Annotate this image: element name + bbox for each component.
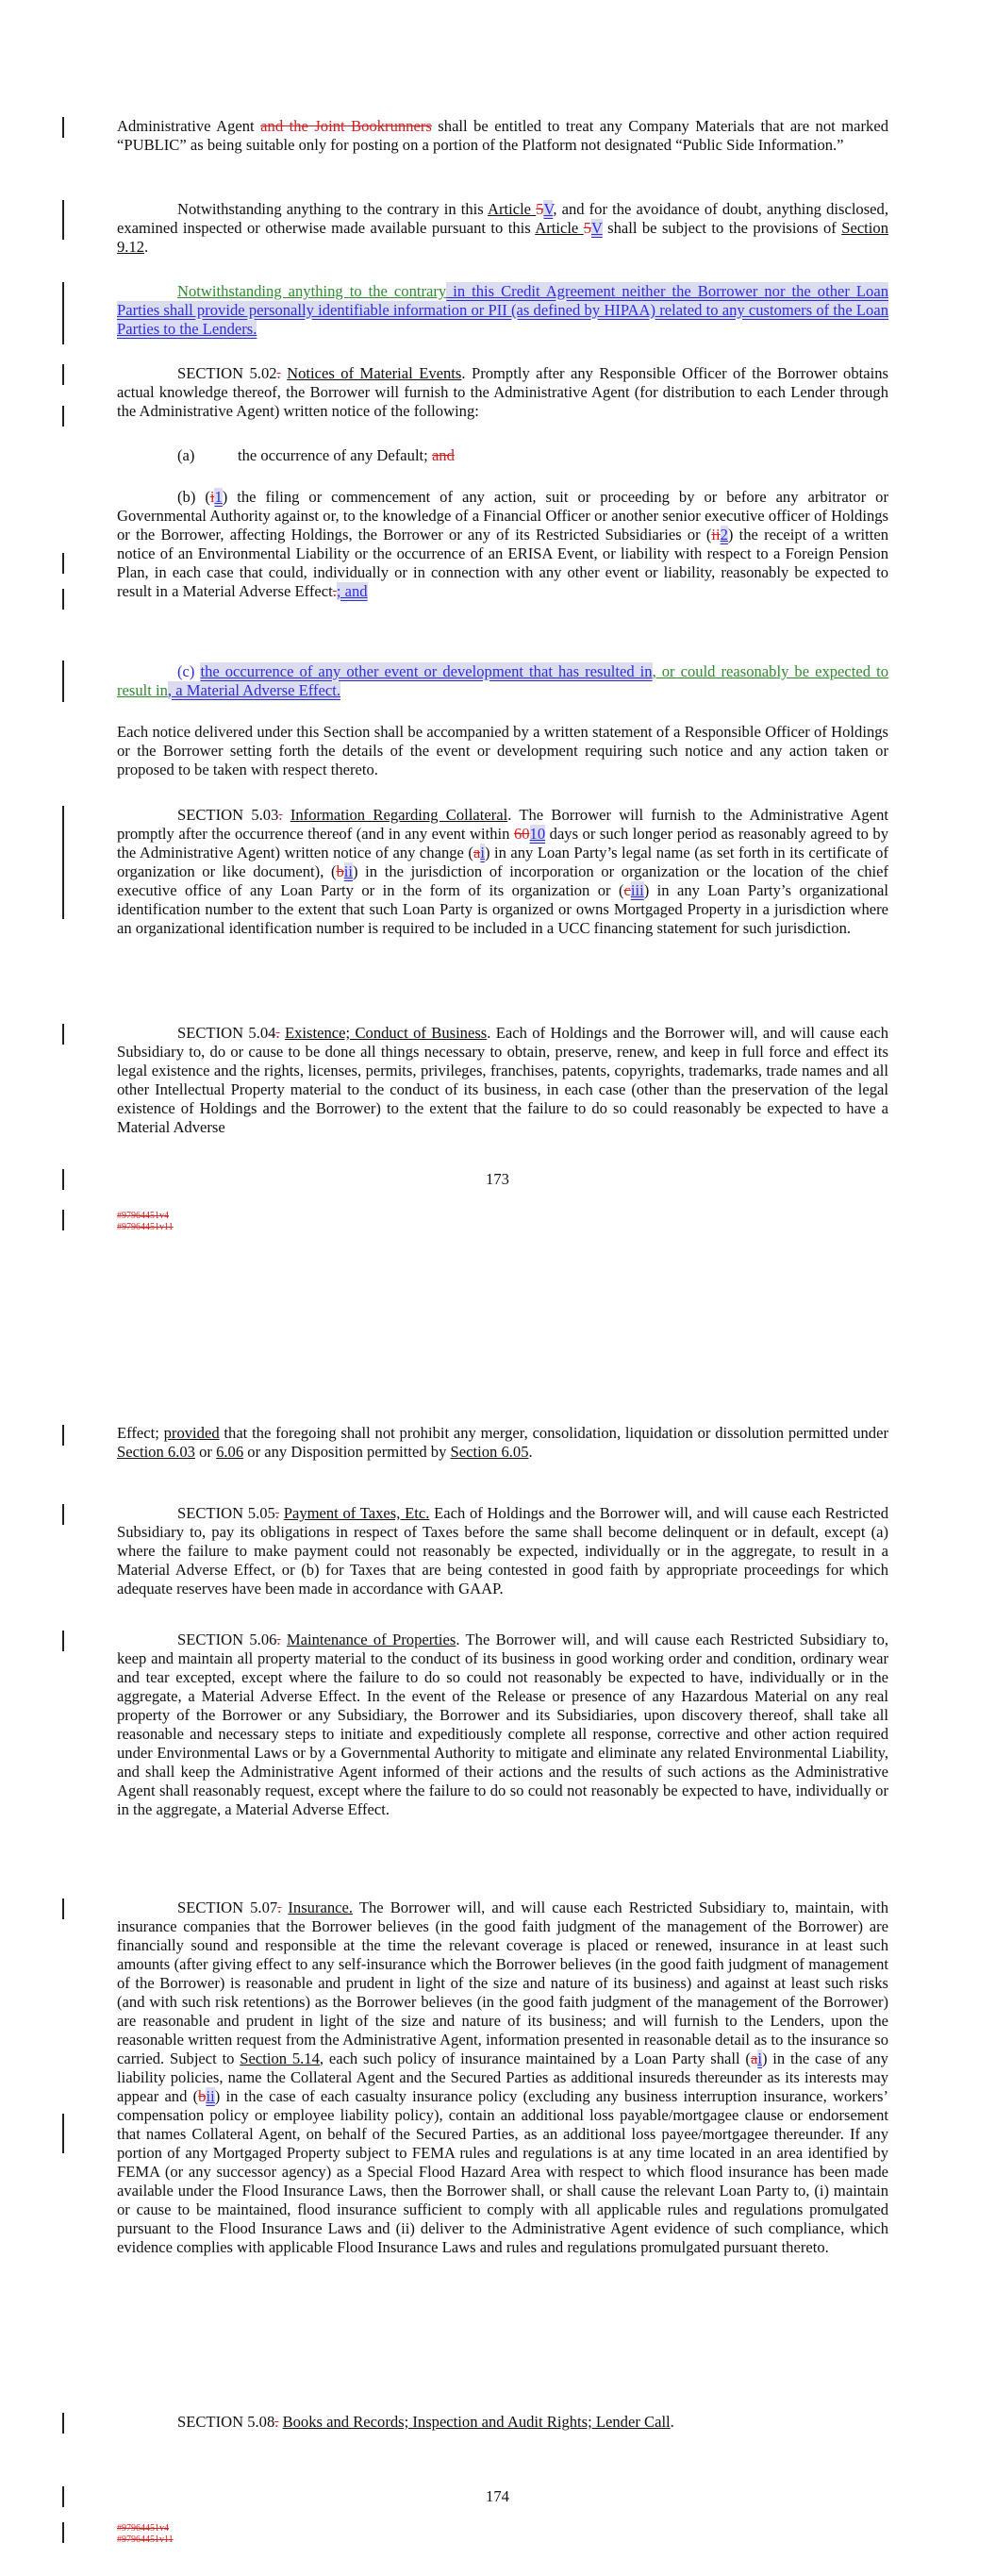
change-bar — [62, 589, 64, 610]
section-5-08: SECTION 5.08. Books and Records; Inspection and Audit Rights; Lender Call. — [177, 2413, 674, 2431]
change-bar — [62, 2133, 64, 2153]
page-173 — [0, 0, 995, 1283]
document-id-new: #97964451v11 — [117, 2534, 174, 2545]
item-c: (c) the occurrence of any other event or development that has resulted in, or could reasonably be expected to result in, a Material Adverse Effect. — [117, 662, 888, 699]
document-id-old: #97964451v4 — [117, 2523, 169, 2534]
change-bar — [62, 553, 64, 574]
paragraph-notwithstanding-article: Notwithstanding anything to the contrary in this Article 5V, and for the avoidance of doubt, anything disclosed, examined inspected or otherwise made available pursuant to this Article 5V shall be subject to the provisions of Section 9.12. — [117, 200, 888, 256]
paragraph-continuation: Effect; provided that the foregoing shall not prohibit any merger, consolidation, liquidation or dissolution permitted under Section 6.03 or 6.06 or any Disposition permitted by Section 6.05. — [117, 1424, 888, 1461]
paragraph-public-materials: Administrative Agent and the Joint Bookrunners shall be entitled to treat any Company Materials that are not marked “PUBLIC” as being suitable only for posting on a portion of the Platform not designated “Public Side Information.” — [117, 117, 888, 154]
section-5-05: SECTION 5.05. Payment of Taxes, Etc. Each of Holdings and the Borrower will, and will cause each Restricted Subsidiary to, pay its obligations in respect of Taxes before the same shall become delinquent or in default, except (a) where the failure to make payment could not reasonably be expected, individually or in the aggregate, to result in a Material Adverse Effect, or (b) for Taxes that are being contested in good faith by appropriate proceedings for which adequate reserves have been made in accordance with GAAP. — [117, 1504, 888, 1597]
section-5-07: SECTION 5.07. Insurance. The Borrower will, and will cause each Restricted Subsidiary to, maintain, with insurance companies that the Borrower believes (in the good faith judgment of the management of the Borrower) are financially sound and responsible at the time the relevant coverage is placed or renewed, insurance in at least such amounts (after giving effect to any self-insurance which the Borrower believes (in the good faith judgment of management of the Borrower) is reasonable and prudent in light of the size and nature of its business) and against at least such risks (and with such risk retentions) as the Borrower believes (in the good faith judgment of the management of the Borrower) are reasonable and prudent in light of the size and nature of its business; and will furnish to the Lenders, upon the reasonable written request from the Administrative Agent, information presented in reasonable detail as to the insurance so carried. Subject to Section 5.14, each such policy of insurance maintained by a Loan Party shall (ai) in the case of any liability policies, name the Collateral Agent and the Secured Parties as additional insureds thereunder as its interests may appear and (bii) in the case of each casualty insurance policy (excluding any business interruption insurance, workers’ compensation policy or employee liability policy), contain an additional loss payable/mortgagee clause or endorsement that names Collateral Agent, on behalf of the Secured Parties, as an additional loss payee/mortgagee thereunder. If any portion of any Mortgaged Property subject to FEMA rules and regulations is at any time located in an area identified by FEMA (or any successor agency) as a Special Flood Hazard Area with respect to which flood insurance has been made available under the Flood Insurance Laws, then the Borrower shall, or shall cause the relevant Loan Party to, (i) maintain or cause to be maintained, flood insurance sufficient to comply with all applicable rules and regulations promulgated pursuant to the Flood Insurance Laws and (ii) deliver to the Administrative Agent evidence of such compliance, which evidence complies with applicable Flood Insurance Laws and rules and regulations promulgated pursuant thereto. — [117, 1899, 889, 2256]
page-174 — [0, 1312, 995, 2576]
change-bar — [62, 1504, 64, 1525]
change-bar — [62, 117, 64, 138]
document-id-new: #97964451v11 — [117, 1222, 174, 1232]
page-number: 173 — [486, 1170, 509, 1188]
item-a: (a) the occurrence of any Default; and — [177, 446, 455, 464]
section-5-06: SECTION 5.06. Maintenance of Properties. The Borrower will, and will cause each Restricted Subsidiary to, keep and maintain all property material to the conduct of its business in good working order and condition, ordinary wear and tear excepted, except where the failure to do so could not reasonably be expected to have, individually or in the aggregate, a Material Adverse Effect. In the event of the Release or presence of any Hazardous Material on any real property of the Borrower or any Subsidiary, the Borrower and its Subsidiaries, upon discovery thereof, shall take all reasonable and necessary steps to initiate and expeditiously complete all response, corrective and other action required under Environmental Laws or by a Governmental Authority to mitigate and eliminate any related Environmental Liability, and shall keep the Administrative Agent informed of their actions and the results of such actions as the Administrative Agent shall reasonably request, except where the failure to do so could not reasonably be expected to have, individually or in the aggregate, a Material Adverse Effect. — [117, 1631, 889, 1818]
section-5-02: SECTION 5.02. Notices of Material Events. Promptly after any Responsible Officer of the Borrower obtains actual knowledge thereof, the Borrower will furnish to the Administrative Agent (for distribution to each Lender through the Administrative Agent) written notice of the following: — [117, 364, 888, 420]
change-bar — [62, 806, 64, 919]
paragraph-notice-statement: Each notice delivered under this Section shall be accompanied by a written statement of a Responsible Officer of Holdings or the Borrower setting forth the details of the event or development requiring such notice and any action taken or proposed to be taken with respect thereto. — [117, 723, 888, 778]
change-bar — [62, 219, 64, 240]
change-bar — [62, 282, 64, 344]
paragraph-pii-insertion: Notwithstanding anything to the contrary in this Credit Agreement neither the Borrower nor the other Loan Parties shall provide personally identifiable information or PII (as defined by HIPAA) related to any customers of the Loan Parties to the Lenders. — [117, 282, 888, 338]
change-bar — [62, 1024, 64, 1045]
document-id-old: #97964451v4 — [117, 1211, 169, 1221]
change-bar — [62, 406, 64, 427]
change-bar — [62, 364, 64, 385]
change-bar — [62, 661, 64, 702]
change-bar — [62, 1425, 64, 1446]
change-bar — [62, 1631, 64, 1651]
section-5-03: SECTION 5.03. Information Regarding Collateral. The Borrower will furnish to the Administrative Agent promptly after the occurrence thereof (and in any event within 6010 days or such longer period as reasonably agreed to by the Administrative Agent) written notice of any change (ai) in any Loan Party’s legal name (as set forth in its certificate of organization or like document), (bii) in the jurisdiction of incorporation or organization or the location of the chief executive office of any Loan Party or in the form of its organization or (ciii) in any Loan Party’s organizational identification number to the extent that such Loan Party is organized or owns Mortgaged Property in a jurisdiction where an organizational identification number is required to be included in a UCC financing statement for such jurisdiction. — [117, 806, 889, 937]
change-bar — [62, 2522, 64, 2543]
page-number: 174 — [486, 2487, 509, 2505]
change-bar — [62, 1210, 64, 1230]
change-bar — [62, 1899, 64, 1919]
change-bar — [62, 2413, 64, 2434]
change-bar — [62, 2114, 64, 2134]
section-5-04: SECTION 5.04. Existence; Conduct of Business. Each of Holdings and the Borrower will, and will cause each Subsidiary to, do or cause to be done all things necessary to obtain, preserve, renew, and keep in full force and effect its legal existence and the rights, licenses, permits, privileges, franchises, patents, copyrights, trademarks, trade names and all other Intellectual Property material to the conduct of its business, in each case (other than the preservation of the legal existence of Holdings and the Borrower) to the extent that the failure to do so could reasonably be expected to have a Material Adverse — [117, 1024, 889, 1136]
item-b: (b) (i1) the filing or commencement of any action, suit or proceeding by or before any arbitrator or Governmental Authority against or, to the knowledge of a Financial Officer or another senior executive officer of Holdings or the Borrower, affecting Holdings, the Borrower or any of its Restricted Subsidiaries or (ii2) the receipt of a written notice of an Environmental Liability or the occurrence of an ERISA Event, or liability with respect to a Foreign Pension Plan, in each case that could, individually or in connection with any other event or liability, reasonably be expected to result in a Material Adverse Effect.; and — [117, 488, 889, 600]
change-bar — [62, 200, 64, 221]
